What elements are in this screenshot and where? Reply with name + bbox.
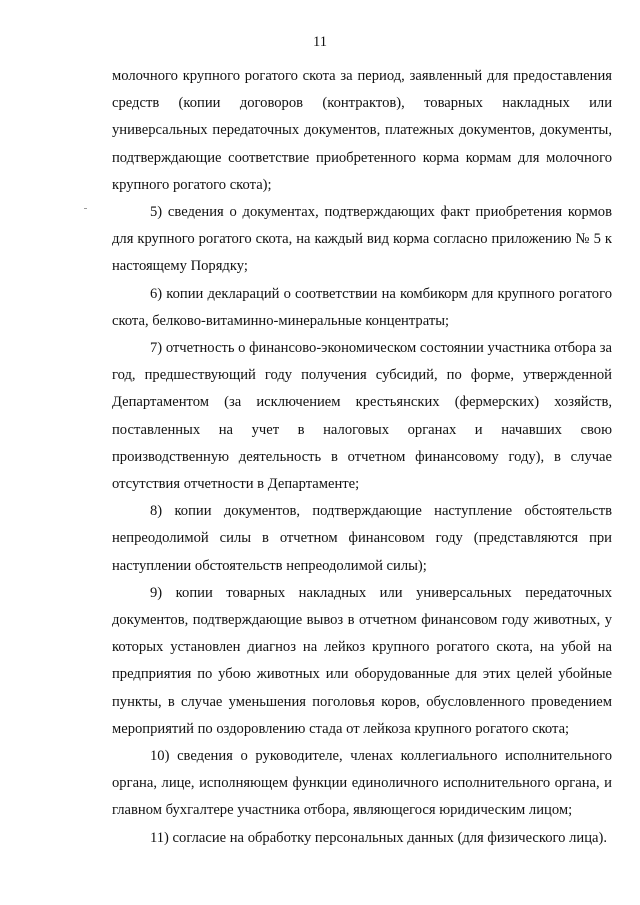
list-item-6: 6) копии деклараций о соответствии на комбикорм для крупного рогатого скота, белково-витаминно-минеральные концентраты; (112, 285, 612, 329)
margin-mark (84, 208, 87, 209)
list-item-11: 11) согласие на обработку персональных данных (для физического лица). (150, 829, 607, 846)
paragraph-continuation: молочного крупного рогатого скота за период, заявленный для предоставления средств (копии договоров (контрактов), товарных накладных или универсальных передаточных документов, платежных документов, документы, подтверждающие соответствие приобретенного корма кормам для молочного крупного рогатого скота); (112, 68, 612, 193)
list-item-7: 7) отчетность о финансово-экономическом состоянии участника отбора за год, предшествующий году получения субсидий, по форме, утвержденной Департаментом (за исключением крестьянских (фермерских) хозяйств, поставленных на учет в налоговых органах и начавших свою производственную деятельность в отчетном финансовому году), в случае отсутствия отчетности в Департаменте; (112, 340, 612, 493)
list-item-9: 9) копии товарных накладных или универсальных передаточных документов, подтверждающие вывоз в отчетном финансовом году животных, у которых установлен диагноз на лейкоз крупного рогатого скота, на убой на предприятия по убою животных или оборудованные для этих целей убойные пункты, в случае уменьшения поголовья коров, обусловленного проведением мероприятий по оздоровлению стада от лейкоза крупного рогатого скота; (112, 584, 612, 737)
document-body (112, 63, 612, 852)
list-item-5: 5) сведения о документах, подтверждающих факт приобретения кормов для крупного рогатого скота, на каждый вид корма согласно приложению № 5 к настоящему Порядку; (112, 204, 612, 275)
list-item-10: 10) сведения о руководителе, членах коллегиального исполнительного органа, лице, исполняющем функции единоличного исполнительного органа, и главном бухгалтере участника отбора, являющегося юридическим лицом; (112, 748, 612, 819)
list-item-8: 8) копии документов, подтверждающие наступление обстоятельств непреодолимой силы в отчетном финансовом году (представляются при наступлении обстоятельств непреодолимой силы); (112, 503, 612, 574)
page-number: 11 (313, 34, 327, 50)
